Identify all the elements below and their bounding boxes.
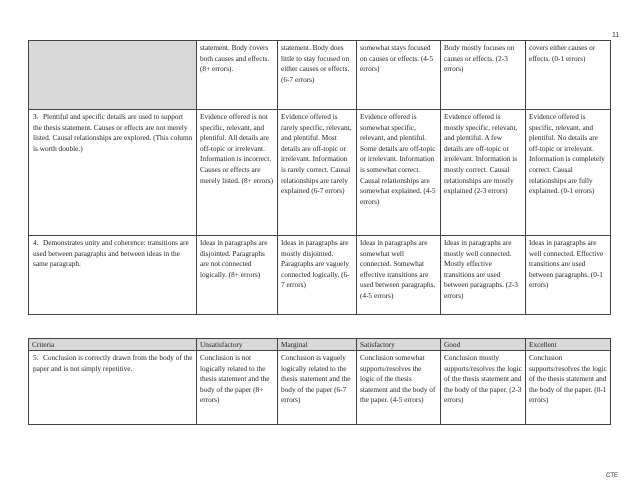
header-unsatisfactory: Unsatisfactory: [197, 339, 278, 351]
marginal-cell: Ideas in paragraphs are mostly disjointed. Paragraphs are vaguely connected logically. (6-7 errors): [278, 236, 357, 315]
table-row: [29, 41, 611, 110]
header-excellent: Excellent: [526, 339, 611, 351]
header-marginal: Marginal: [278, 339, 357, 351]
header-good: Good: [441, 339, 526, 351]
criterion-cell: [29, 41, 197, 110]
excellent-cell: Conclusion supports/resolves the logic of the thesis statement and the body of the paper. (0-1 errors): [526, 351, 611, 425]
unsatisfactory-cell: statement. Body covers both causes and effects. (8+ errors).: [197, 41, 278, 110]
unsatisfactory-cell: Ideas in paragraphs are disjointed. Paragraphs are not connected logically. (8+ errors): [197, 236, 278, 315]
criterion-number: 3.: [33, 112, 39, 121]
excellent-cell: Ideas in paragraphs are well connected. Effective transitions are used between paragraphs. (0-1 errors): [526, 236, 611, 315]
good-cell: Ideas in paragraphs are mostly well connected. Mostly effective transitions are used between paragraphs. (2-3 errors): [441, 236, 526, 315]
footer-label: CTE: [606, 473, 618, 479]
criterion-cell: [29, 110, 197, 236]
table-header-row: [29, 339, 611, 351]
unsatisfactory-cell: Evidence offered is not specific, relevant, and plentiful. All details are off-topic or irrelevant. Information is incorrect. Causes or effects are merely listed. (8+ errors): [197, 110, 278, 236]
good-cell: Evidence offered is mostly specific, relevant, and plentiful. A few details are off-topic or irrelevant. Information is mostly correct. Causal relationships are mostly explained (2-3 errors): [441, 110, 526, 236]
table-row: [29, 236, 611, 315]
criterion-number: 4.: [33, 238, 39, 247]
header-criteria: Criteria: [29, 339, 197, 351]
good-cell: Conclusion mostly supports/resolves the logic of the thesis statement and the body of the paper. (2-3 errors): [441, 351, 526, 425]
criterion-cell: [29, 236, 197, 315]
marginal-cell: Conclusion is vaguely logically related to the thesis statement and the body of the paper (6-7 errors): [278, 351, 357, 425]
good-cell: Body mostly focuses on causes or effects. (2-3 errors): [441, 41, 526, 110]
rubric-table-bottom: [28, 338, 611, 425]
criterion-cell: [29, 351, 197, 425]
excellent-cell: covers either causes or effects. (0-1 errors): [526, 41, 611, 110]
marginal-cell: Evidence offered is rarely specific, relevant, and plentiful. Most details are off-topic or irrelevant. Information is rarely correct. Causal relationships are rarely explained (6-7 errors): [278, 110, 357, 236]
table-row: [29, 351, 611, 425]
criterion-text: Plentiful and specific details are used to support the thesis statement. Causes or effects are not merely listed. Causal relationships are explored. (This column is worth double.): [33, 112, 193, 153]
criterion-text: Conclusion is correctly drawn from the body of the paper and is not simply repetitive.: [33, 353, 193, 373]
header-satisfactory: Satisfactory: [357, 339, 441, 351]
satisfactory-cell: somewhat stays focused on causes or effects. (4-5 errors): [357, 41, 441, 110]
criterion-text: Demonstrates unity and coherence: transitions are used between paragraphs and between ideas in the same paragraph.: [33, 238, 189, 269]
satisfactory-cell: Conclusion somewhat supports/resolves the logic of the thesis statement and the body of the paper. (4-5 errors): [357, 351, 441, 425]
criterion-number: 5.: [33, 353, 39, 362]
marginal-cell: statement. Body does little to stay focused on either causes or effects. (6-7 errors): [278, 41, 357, 110]
satisfactory-cell: Ideas in paragraphs are somewhat well connected. Somewhat effective transitions are used between paragraphs. (4-5 errors): [357, 236, 441, 315]
unsatisfactory-cell: Conclusion is not logically related to the thesis statement and the body of the paper (8+ errors): [197, 351, 278, 425]
excellent-cell: Evidence offered is specific, relevant, and plentiful. No details are off-topic or irrelevant. Information is completely correct. Causal relationships are fully explained. (0-1 errors): [526, 110, 611, 236]
rubric-table-top: [28, 40, 611, 315]
page-number: 11: [612, 32, 620, 39]
table-row: [29, 110, 611, 236]
satisfactory-cell: Evidence offered is somewhat specific, relevant, and plentiful. Some details are off-topic or irrelevant. Information is somewhat correct. Causal relationships are somewhat explained. (4-5 errors): [357, 110, 441, 236]
